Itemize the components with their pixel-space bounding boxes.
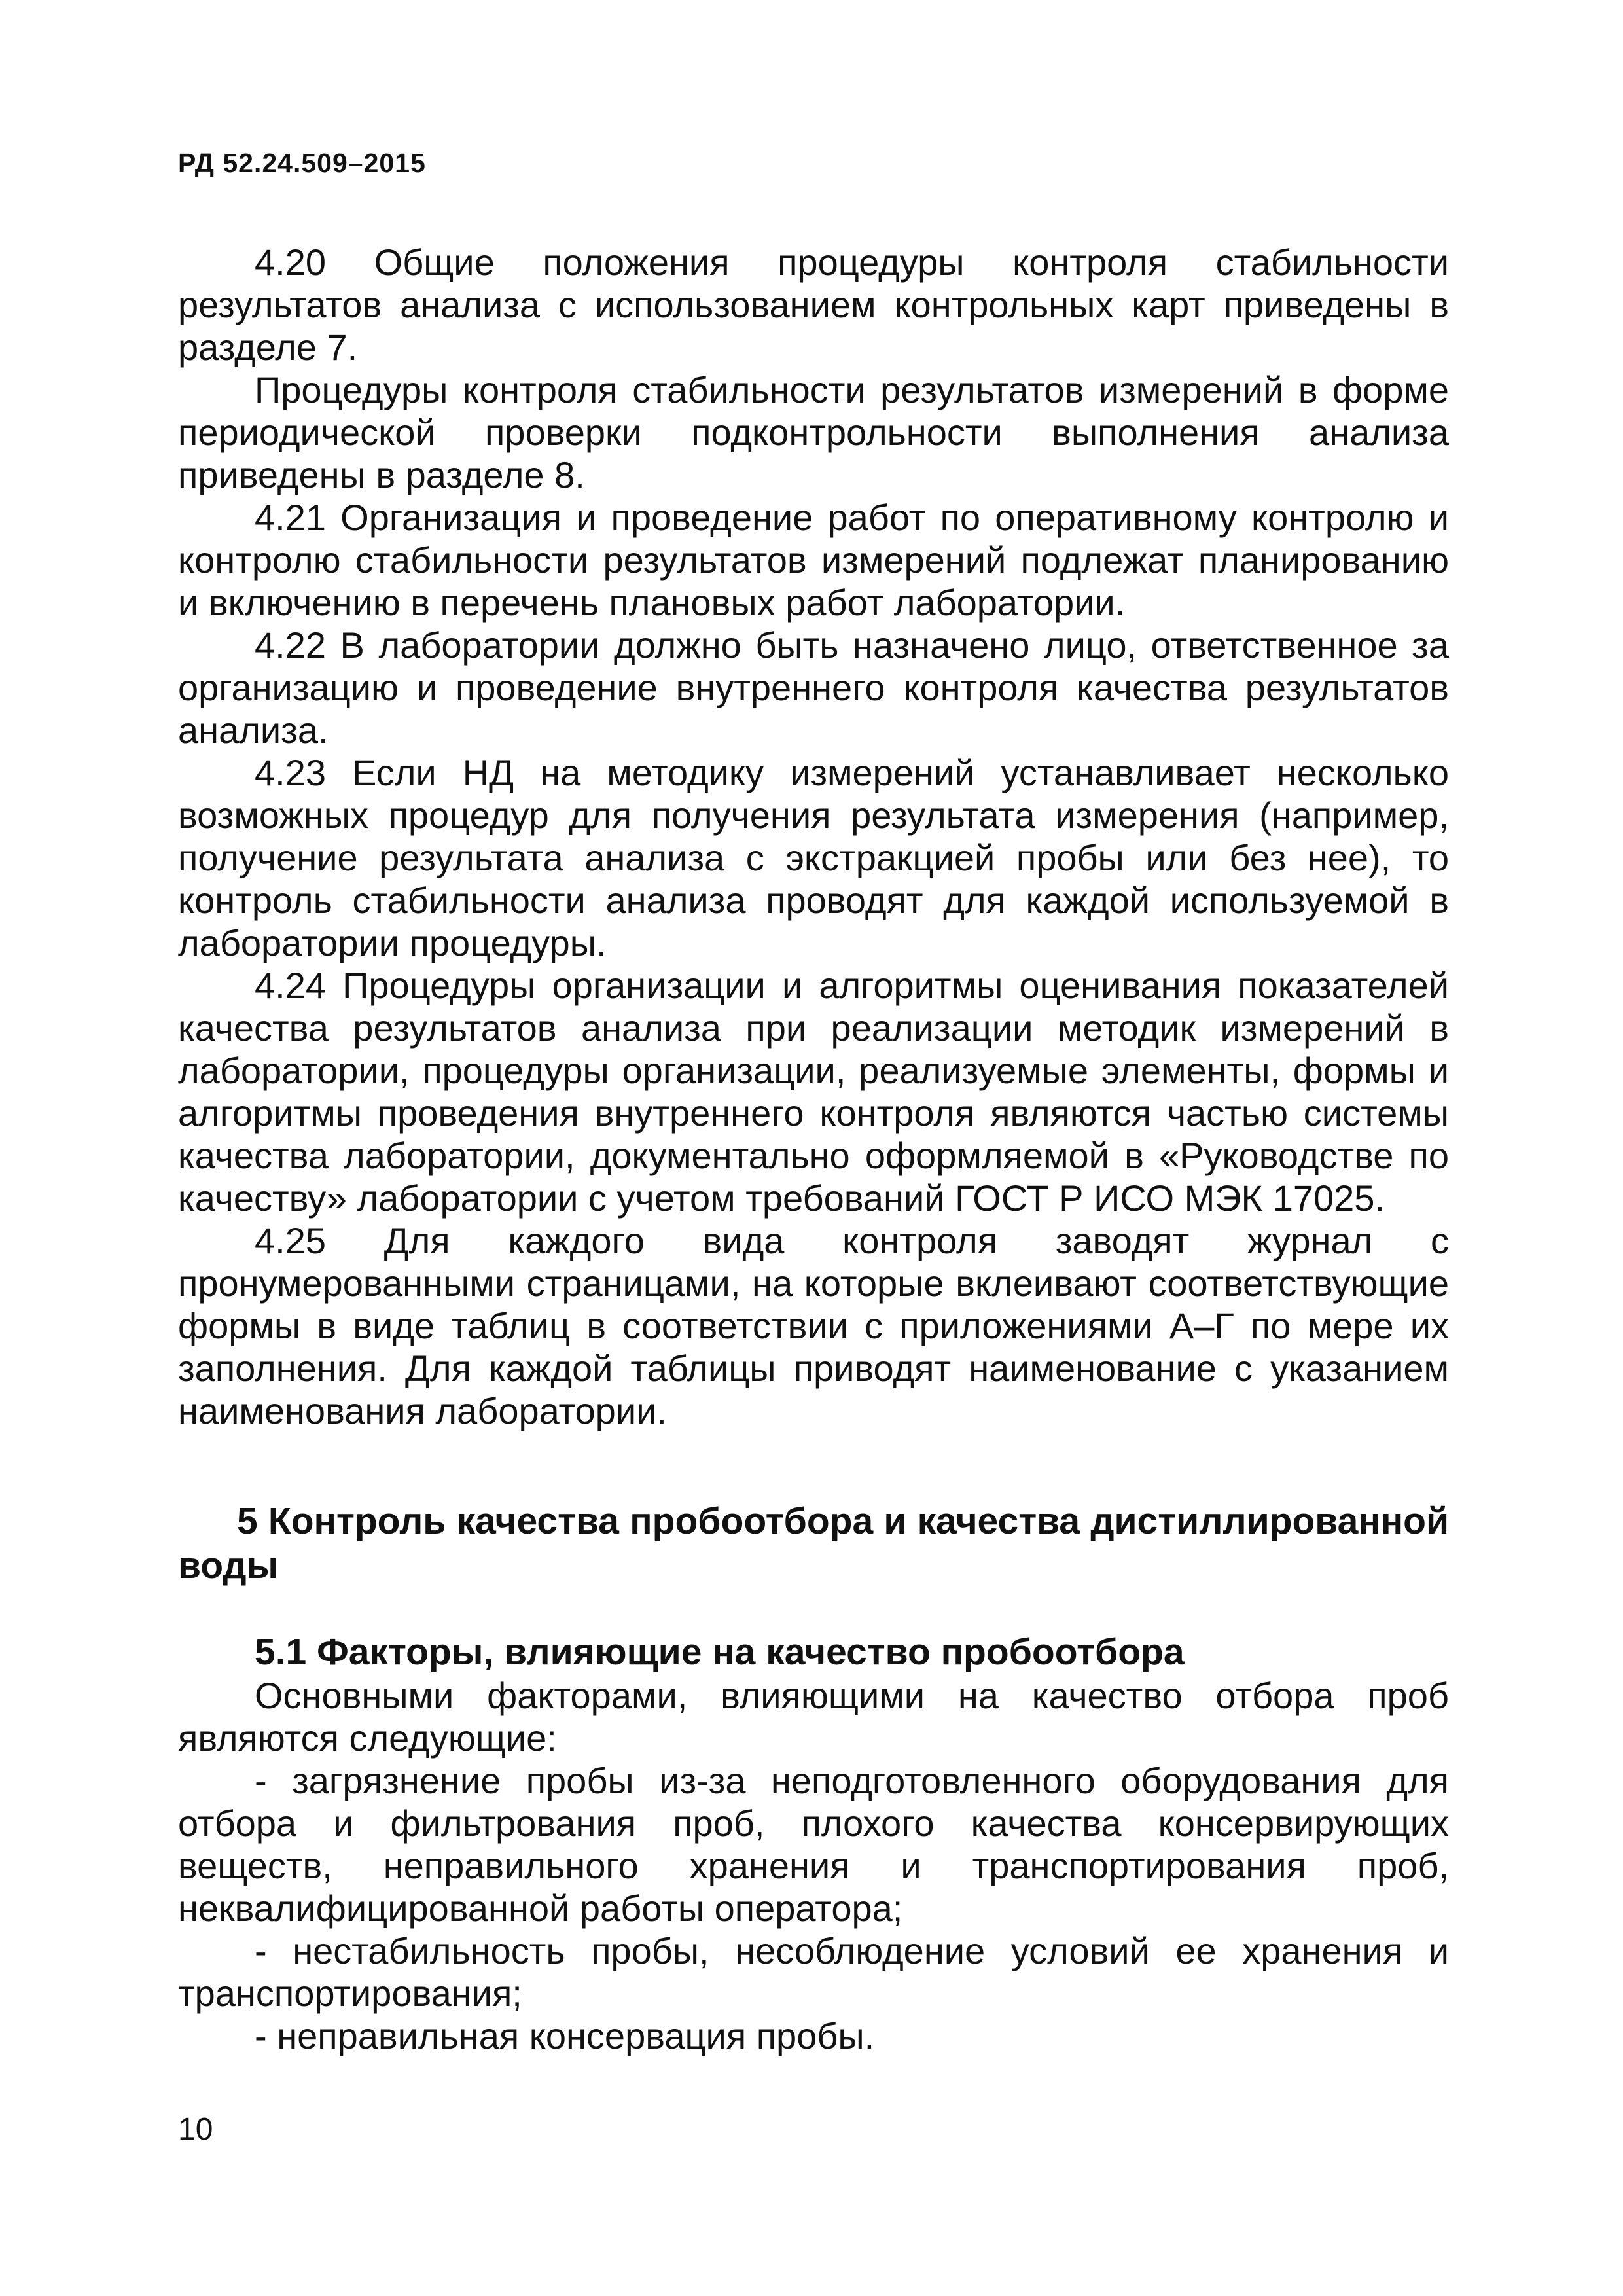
paragraph-4-24: 4.24 Процедуры организации и алгоритмы оценивания показателей качества результатов анализа при реализации методик измерений в лаборатории, процедуры организации, реализуемые элементы, формы и алгоритмы проведения внутреннего контроля являются частью системы качества лаборатории, документально оформляемой в «Руководстве по качеству» лаборатории с учетом требований ГОСТ Р ИСО МЭК 17025. (178, 965, 1449, 1219)
paragraph-5-1-intro: Основными факторами, влияющими на качество отбора проб являются следующие: (178, 1675, 1449, 1759)
list-item: - неправильная консервация пробы. (255, 2015, 875, 2056)
document-code-header: РД 52.24.509–2015 (178, 148, 426, 178)
paragraph-4-21: 4.21 Организация и проведение работ по оперативному контролю и контролю стабильности результатов измерений подлежат планированию и включению в перечень плановых работ лаборатории. (178, 497, 1449, 623)
section-5-heading: 5 Контроль качества пробоотбора и качества дистиллированной воды (178, 1500, 1449, 1587)
document-body (178, 241, 1449, 2057)
paragraph-4-23: 4.23 Если НД на методику измерений устанавливает несколько возможных процедур для получения результата измерения (например, получение результата анализа с экстракцией пробы или без нее), то контроль стабильности анализа проводят для каждой используемой в лаборатории процедуры. (178, 752, 1449, 963)
list-item: - нестабильность пробы, несоблюдение условий ее хранения и транспортирования; (178, 1930, 1449, 2014)
section-5-1-heading: 5.1 Факторы, влияющие на качество пробоотбора (255, 1631, 1185, 1673)
paragraph-4-22: 4.22 В лаборатории должно быть назначено лицо, ответственное за организацию и проведение внутреннего контроля качества результатов анализа. (178, 624, 1449, 751)
page-number: 10 (178, 2112, 213, 2147)
paragraph-4-20-continued: Процедуры контроля стабильности результатов измерений в форме периодической проверки подконтрольности выполнения анализа приведены в разделе 8. (178, 369, 1449, 495)
list-item: - загрязнение пробы из-за неподготовленного оборудования для отбора и фильтрования проб, плохого качества консервирующих веществ, неправильного хранения и транспортирования проб, неквалифицированной работы оператора; (178, 1760, 1449, 1929)
paragraph-4-25: 4.25 Для каждого вида контроля заводят журнал с пронумерованными страницами, на которые вклеивают соответствующие формы в виде таблиц в соответствии с приложениями А–Г по мере их заполнения. Для каждой таблицы приводят наименование с указанием наименования лаборатории. (178, 1220, 1449, 1431)
paragraph-4-20: 4.20 Общие положения процедуры контроля стабильности результатов анализа с использованием контрольных карт приведены в разделе 7. (178, 242, 1449, 368)
